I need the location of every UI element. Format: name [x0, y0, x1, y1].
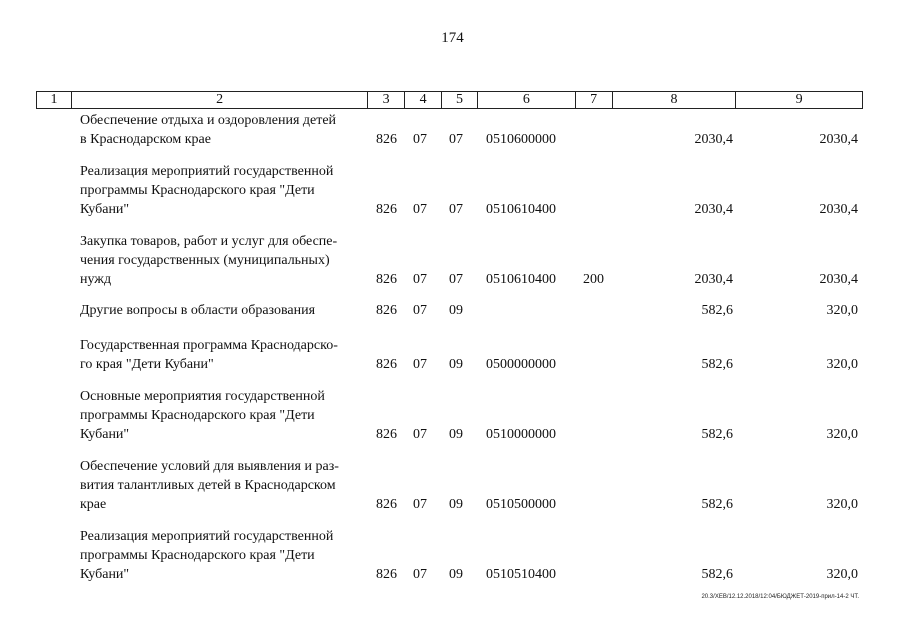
header-cell-4: 4: [405, 92, 442, 108]
cell-section: 07: [413, 132, 427, 147]
header-cell-3: 3: [368, 92, 405, 108]
cell-target-article: 0510600000: [486, 132, 556, 147]
row-name-line: Другие вопросы в области образования: [80, 303, 316, 318]
cell-expense-type: 200: [583, 272, 604, 287]
cell-target-article: 0510000000: [486, 427, 556, 442]
cell-amount-col8: 2030,4: [694, 132, 733, 147]
cell-grbs: 826: [376, 202, 397, 217]
cell-target-article: 0510500000: [486, 497, 556, 512]
row-name-line: Государственная программа Краснодарско-: [80, 338, 338, 353]
cell-grbs: 826: [376, 357, 397, 372]
cell-amount-col9: 320,0: [826, 303, 858, 318]
row-name-line: Обеспечение условий для выявления и раз-: [80, 459, 339, 474]
page-number: 174: [441, 30, 464, 46]
cell-section: 07: [413, 202, 427, 217]
row-name-line: программы Краснодарского края "Дети: [80, 183, 315, 198]
row-name: [80, 457, 363, 514]
cell-section: 07: [413, 497, 427, 512]
cell-amount-col9: 320,0: [826, 357, 858, 372]
row-name-line: крае: [80, 497, 107, 512]
cell-grbs: 826: [376, 497, 397, 512]
cell-grbs: 826: [376, 132, 397, 147]
row-name-line: чения государственных (муниципальных): [80, 253, 330, 268]
side-page-number: [0, 592, 1, 620]
header-cell-8: 8: [613, 92, 737, 108]
cell-target-article: 0510610400: [486, 272, 556, 287]
cell-target-article: 0500000000: [486, 357, 556, 372]
cell-amount-col9: 2030,4: [819, 132, 858, 147]
row-name-line: Реализация мероприятий государственной: [80, 164, 334, 179]
row-name-line: программы Краснодарского края "Дети: [80, 548, 315, 563]
row-name: [80, 336, 363, 374]
row-name-line: вития талантливых детей в Краснодарском: [80, 478, 336, 493]
cell-amount-col8: 582,6: [701, 567, 733, 582]
cell-grbs: 826: [376, 427, 397, 442]
cell-subsection: 09: [449, 567, 463, 582]
cell-amount-col9: 320,0: [826, 567, 858, 582]
cell-amount-col9: 2030,4: [819, 272, 858, 287]
cell-amount-col8: 2030,4: [694, 202, 733, 217]
header-cell-9: 9: [795, 92, 803, 107]
row-name: [80, 301, 363, 320]
row-name: [80, 162, 363, 219]
row-name-line: в Краснодарском крае: [80, 132, 211, 147]
row-name-line: программы Краснодарского края "Дети: [80, 408, 315, 423]
header-cell-5: 5: [442, 92, 478, 108]
row-name: [80, 232, 363, 289]
cell-amount-col9: 2030,4: [819, 202, 858, 217]
cell-subsection: 09: [449, 303, 463, 318]
cell-amount-col8: 582,6: [701, 497, 733, 512]
cell-subsection: 07: [449, 272, 463, 287]
header-cell-1: 1: [37, 92, 72, 108]
header-cell-2: 2: [72, 92, 368, 108]
row-name-line: Реализация мероприятий государственной: [80, 529, 334, 544]
row-name: [80, 527, 363, 584]
cell-amount-col8: 582,6: [701, 357, 733, 372]
cell-section: 07: [413, 272, 427, 287]
cell-subsection: 07: [449, 132, 463, 147]
row-name: [80, 111, 363, 149]
row-name-line: Закупка товаров, работ и услуг для обеспе-: [80, 234, 338, 249]
row-name-line: Кубани": [80, 427, 130, 442]
row-name-line: Кубани": [80, 567, 130, 582]
cell-section: 07: [413, 567, 427, 582]
row-name: [80, 387, 363, 444]
cell-subsection: 09: [449, 357, 463, 372]
row-name-line: нужд: [80, 272, 112, 287]
cell-grbs: 826: [376, 567, 397, 582]
table-header-row: [36, 91, 863, 109]
row-name-line: Обеспечение отдыха и оздоровления детей: [80, 113, 337, 128]
row-name-line: Кубани": [80, 202, 130, 217]
header-cell-7: 7: [576, 92, 613, 108]
cell-amount-col9: 320,0: [826, 427, 858, 442]
footer-stamp: 20.3/ХЕВ/12.12.2018/12:04/БЮДЖЕТ-2019-прил-14-2 ЧТ.: [701, 594, 859, 600]
cell-subsection: 07: [449, 202, 463, 217]
cell-amount-col9: 320,0: [826, 497, 858, 512]
cell-section: 07: [413, 303, 427, 318]
cell-amount-col8: 2030,4: [694, 272, 733, 287]
cell-amount-col8: 582,6: [701, 427, 733, 442]
row-name-line: го края "Дети Кубани": [80, 357, 214, 372]
cell-section: 07: [413, 427, 427, 442]
cell-grbs: 826: [376, 272, 397, 287]
cell-grbs: 826: [376, 303, 397, 318]
cell-subsection: 09: [449, 497, 463, 512]
cell-target-article: 0510610400: [486, 202, 556, 217]
cell-section: 07: [413, 357, 427, 372]
row-name-line: Основные мероприятия государственной: [80, 389, 325, 404]
header-cell-6: 6: [478, 92, 576, 108]
cell-subsection: 09: [449, 427, 463, 442]
cell-target-article: 0510510400: [486, 567, 556, 582]
cell-amount-col8: 582,6: [701, 303, 733, 318]
